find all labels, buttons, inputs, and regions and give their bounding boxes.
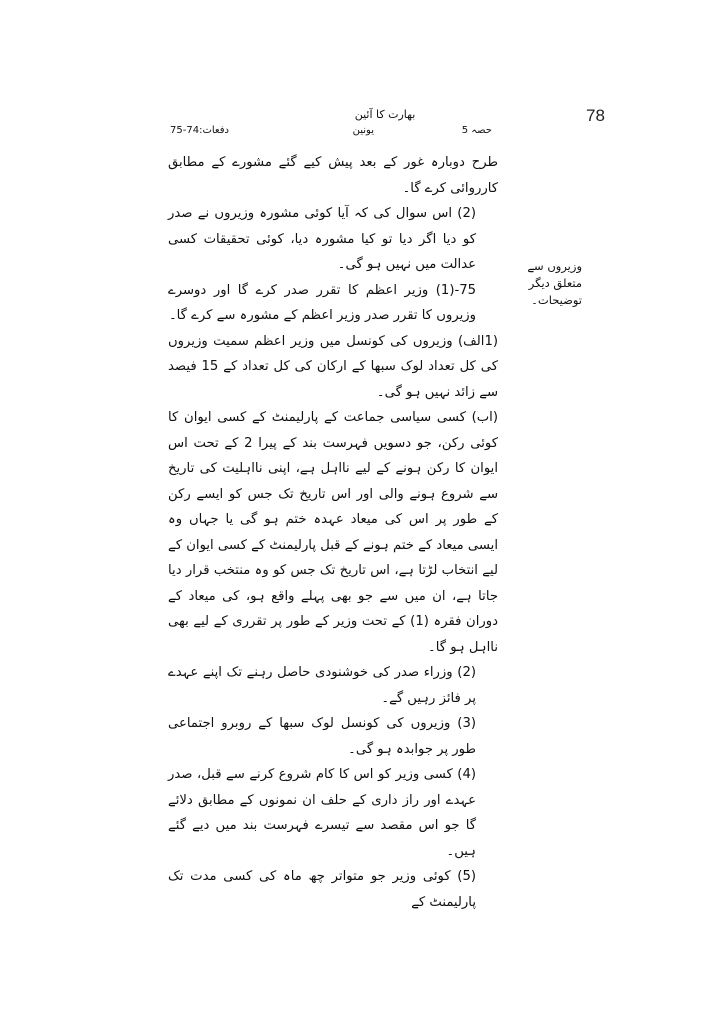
- chapter-label: یونین: [352, 125, 374, 136]
- paragraph-continuation: طرح دوبارہ غور کے بعد پیش کیے گئے مشورے کے مطابق کارروائی کرے گا۔: [168, 155, 498, 196]
- part-label: حصہ 5: [461, 125, 492, 136]
- running-title: بھارت کا آئین: [354, 108, 416, 121]
- running-header: [170, 125, 492, 141]
- articles-label: دفعات:74-75: [170, 125, 229, 136]
- body-text: [168, 150, 498, 915]
- side-note: وزیروں سے متعلق دیگر توضیحات۔: [527, 259, 582, 307]
- paragraph-article-75-1: 75-(1) وزیر اعظم کا تقرر صدر کرے گا اور دوسرے وزیروں کا تقرر صدر وزیر اعظم کے مشورہ سے کرے گا۔: [168, 282, 476, 323]
- paragraph-clause-2: (2) اس سوال کی کہ آیا کوئی مشورہ وزیروں نے صدر کو دیا اگر دیا تو کیا مشورہ دیا، کوئی تحقیقات کسی عدالت میں نہیں ہو گی۔: [168, 206, 476, 272]
- paragraph-clause-4: (4) کسی وزیر کو اس کا کام شروع کرنے سے قبل، صدر عہدے اور راز داری کے حلف ان نمونوں کے مطابق دلائے گا جو اس مقصد سے تیسرے فہرست بند میں دیے گئے ہیں۔: [168, 767, 476, 859]
- paragraph-clause-1a: (1الف) وزیروں کی کونسل میں وزیر اعظم سمیت وزیروں کی کل تعداد لوک سبھا کے ارکان کی کل تعداد کے 15 فیصد سے زائد نہیں ہو گی۔: [168, 333, 498, 400]
- page-number: 78: [586, 106, 605, 125]
- paragraph-clause-3: (3) وزیروں کی کونسل لوک سبھا کے روبرو اجتماعی طور پر جوابدہ ہو گی۔: [168, 716, 476, 757]
- paragraph-clause-2b: (2) وزراء صدر کی خوشنودی حاصل رہنے تک اپنے عہدے پر فائز رہیں گے۔: [168, 665, 476, 706]
- paragraph-clause-1b: (اب) کسی سیاسی جماعت کے پارلیمنٹ کے کسی ایوان کا کوئی رکن، جو دسویں فہرست بند کے پیرا 2 کے تحت اس ایوان کا رکن ہونے کے لیے نااہل ہے، اپنی نااہلیت کی تاریخ سے شروع ہونے والی اور اس تاریخ تک جس کو ایسے رکن کے طور پر اس کی میعاد عہدہ ختم ہو گی یا جہاں وہ ایسی میعاد کے ختم ہونے کے قبل پارلیمنٹ کے کسی ایوان کے لیے انتخاب لڑتا ہے، اس تاریخ تک جس کو وہ منتخب قرار دیا جاتا ہے، ان میں سے جو بھی پہلے واقع ہو، کی میعاد کے دوران فقرہ (1) کے تحت وزیر کے طور پر تقرری کے لیے بھی نااہل ہو گا۔: [168, 410, 499, 655]
- paragraph-clause-5: (5) کوئی وزیر جو متواتر چھ ماہ کی کسی مدت تک پارلیمنٹ کے: [168, 869, 476, 910]
